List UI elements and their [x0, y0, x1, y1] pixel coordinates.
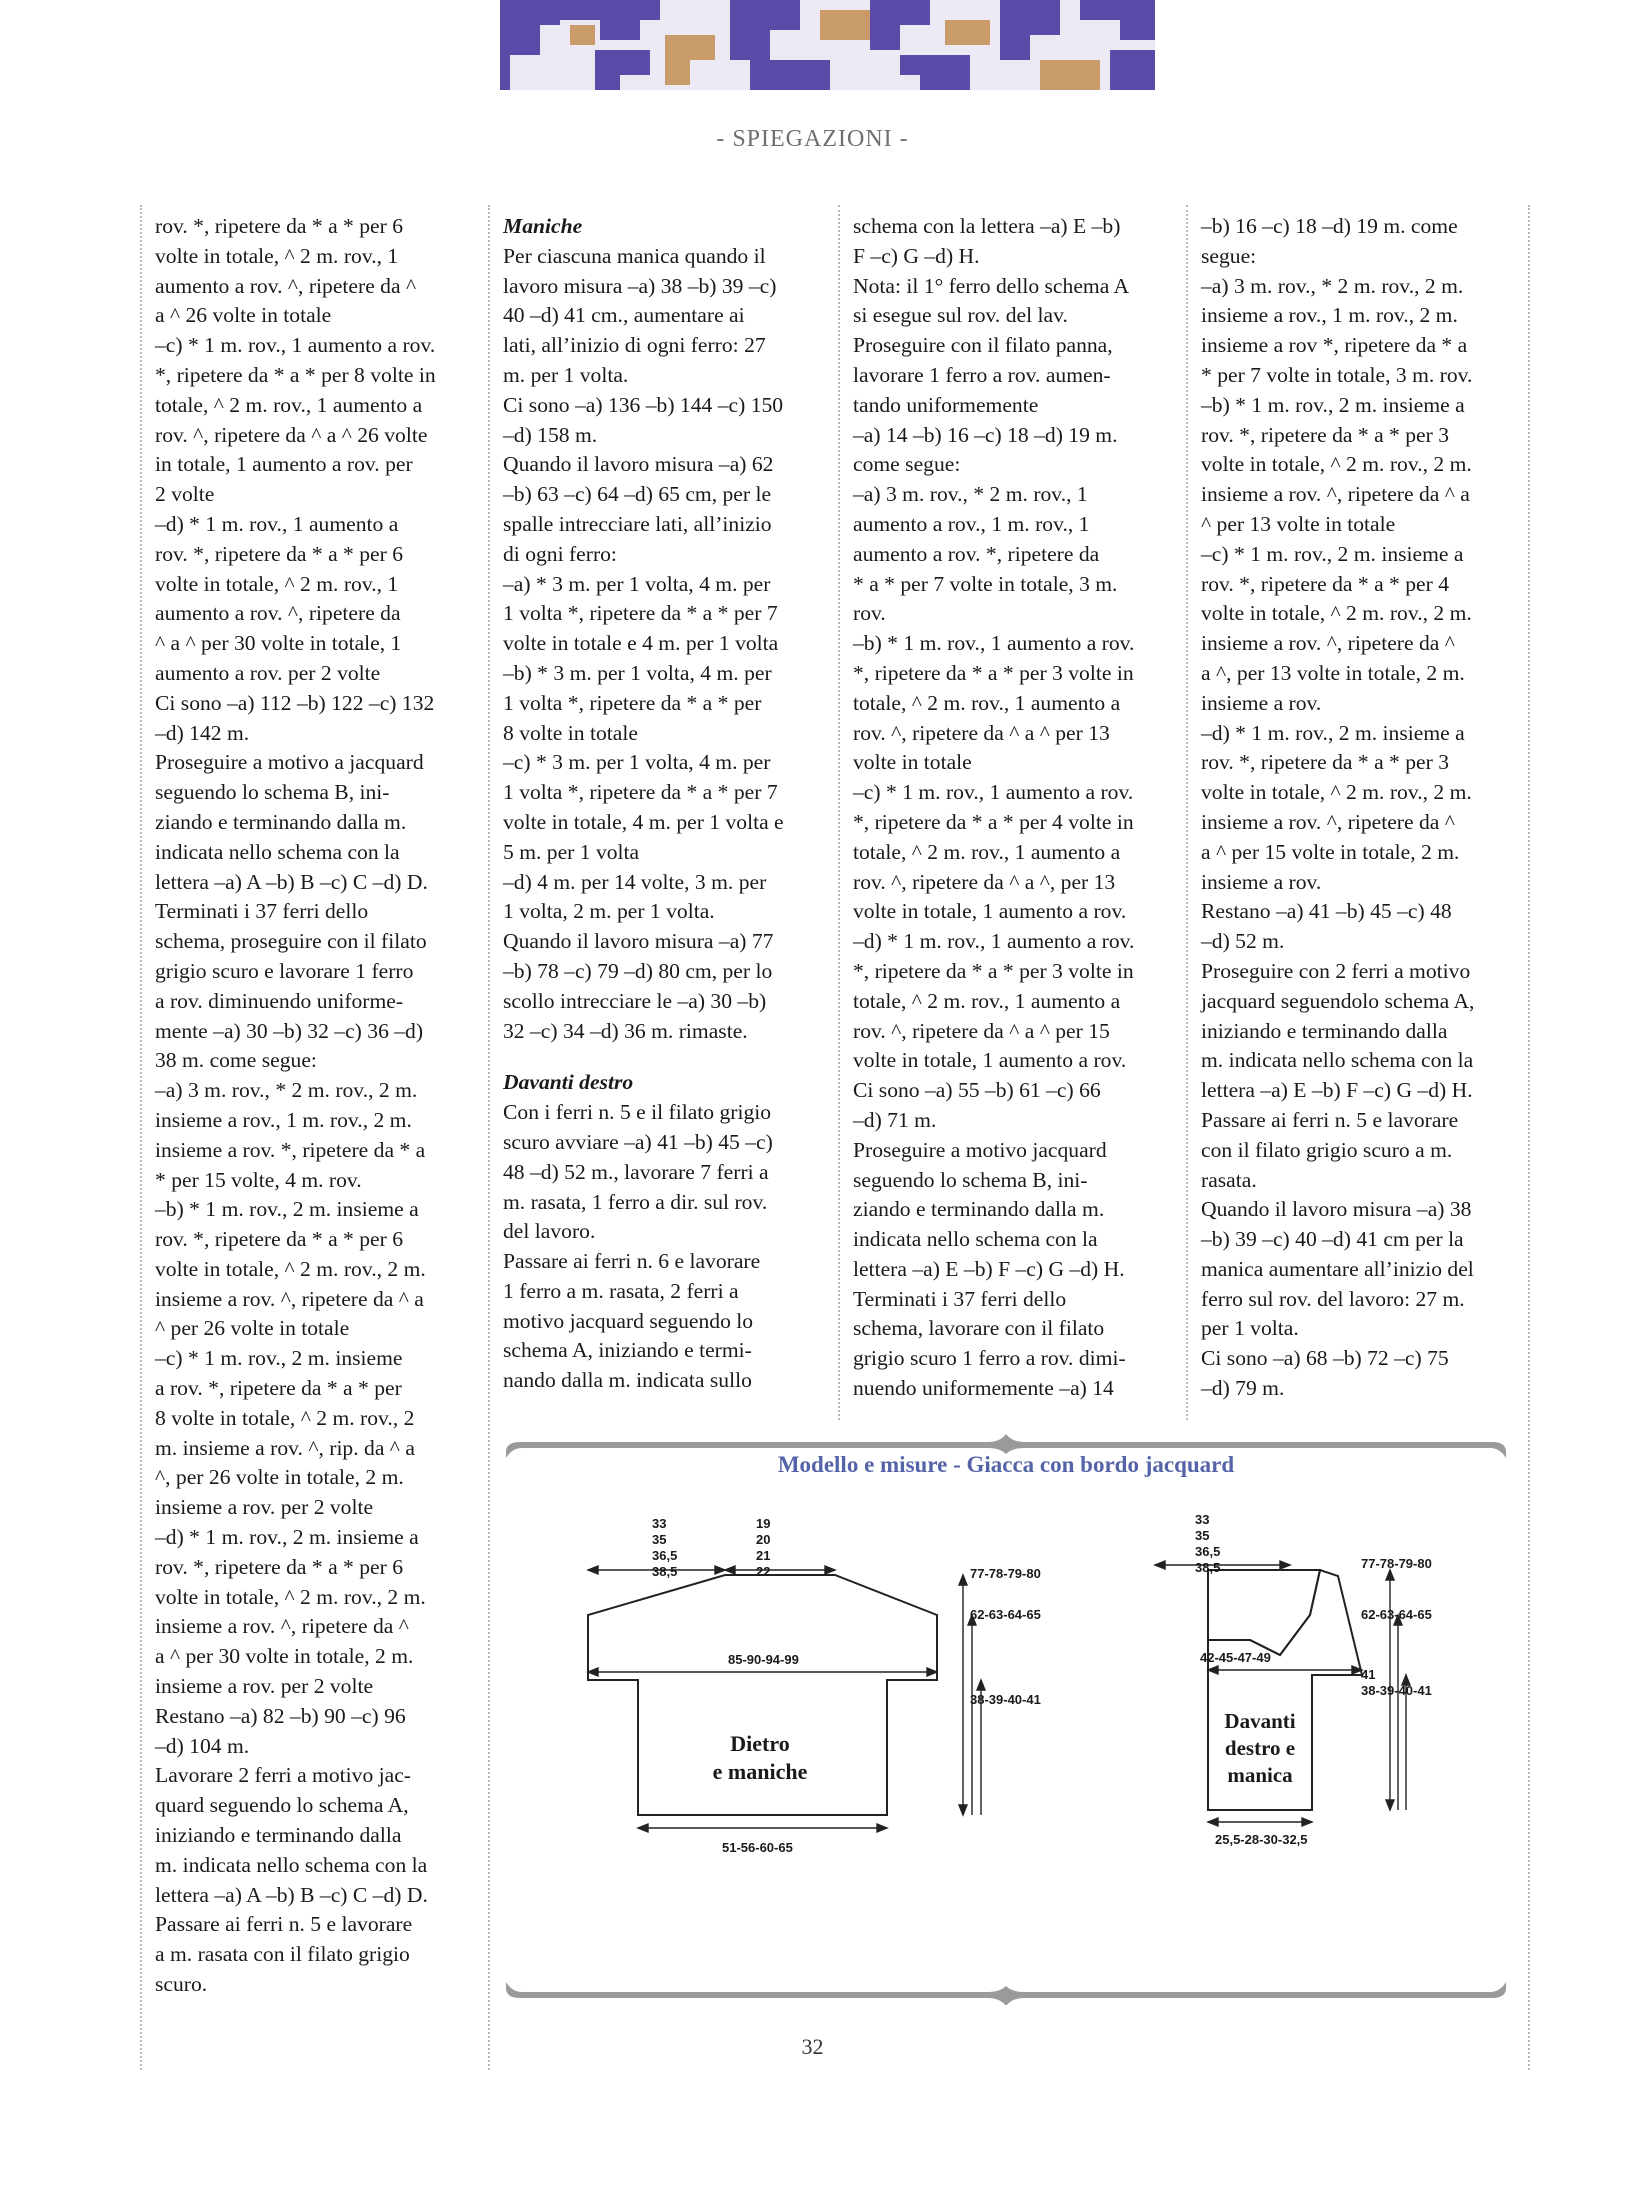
- back-neck-value: 20: [756, 1532, 771, 1547]
- text-line: motivo jacquard seguendo lo: [503, 1308, 754, 1333]
- jacquard-banner-image: [500, 0, 1155, 90]
- text-line: aumento a rov. *, ripetere da: [853, 541, 1100, 566]
- text-line: 5 m. per 1 volta: [503, 839, 640, 864]
- front-side-b-label: 38-39-40-41: [1361, 1683, 1432, 1698]
- text-line: jacquard seguendolo schema A,: [1201, 988, 1475, 1013]
- text-line: volte in totale, 1 aumento a rov.: [853, 1048, 1127, 1073]
- text-line: –a) 14 –b) 16 –c) 18 –d) 19 m.: [853, 422, 1118, 447]
- text-line: –c) * 1 m. rov., 1 aumento a rov.: [155, 333, 436, 358]
- text-line: indicata nello schema con la: [155, 839, 400, 864]
- text-line: lati, all’inizio di ogni ferro: 27: [503, 333, 766, 358]
- text-line: ziando e terminando dalla m.: [853, 1197, 1105, 1222]
- text-line: come segue:: [853, 452, 961, 477]
- text-line: grigio scuro 1 ferro a rov. dimi-: [853, 1346, 1126, 1371]
- text-line: a rov. *, ripetere da * a * per: [155, 1376, 402, 1401]
- text-line: con il filato grigio scuro a m.: [1201, 1137, 1453, 1162]
- text-line: Quando il lavoro misura –a) 62: [503, 452, 774, 477]
- column-separator: [838, 205, 840, 1420]
- text-line: di ogni ferro:: [503, 541, 617, 566]
- text-line: –a) * 3 m. per 1 volta, 4 m. per: [503, 571, 771, 596]
- text-line: Proseguire con il filato panna,: [853, 333, 1113, 358]
- text-line: –d) 52 m.: [1201, 929, 1285, 954]
- text-line: aumento a rov. ^, ripetere da: [155, 601, 401, 626]
- text-line: tando uniformemente: [853, 392, 1039, 417]
- text-line: totale, ^ 2 m. rov., 1 aumento a: [853, 988, 1121, 1013]
- text-line: Restano –a) 82 –b) 90 –c) 96: [155, 1703, 406, 1728]
- text-line: 1 volta *, ripetere da * a * per 7: [503, 601, 778, 626]
- paragraph-gap: [503, 1046, 828, 1068]
- text-line: insieme a rov. ^, ripetere da ^: [1201, 809, 1455, 834]
- text-line: volte in totale, ^ 2 m. rov., 2 m.: [1201, 780, 1472, 805]
- text-line: Ci sono –a) 68 –b) 72 –c) 75: [1201, 1346, 1449, 1371]
- text-line: lettera –a) E –b) F –c) G –d) H.: [1201, 1078, 1473, 1103]
- figure-title: Modello e misure - Giacca con bordo jacquard: [777, 1452, 1235, 1477]
- text-line: insieme a rov.: [1201, 690, 1322, 715]
- back-neck-value: 22: [756, 1564, 771, 1579]
- text-column-3: [853, 212, 1178, 1404]
- text-line: –d) * 1 m. rov., 2 m. insieme a: [155, 1525, 419, 1550]
- column-separator: [488, 205, 490, 2070]
- text-line: –b) * 3 m. per 1 volta, 4 m. per: [503, 660, 772, 685]
- text-line: volte in totale, ^ 2 m. rov., 1: [155, 243, 399, 268]
- text-line: insieme a rov. *, ripetere da * a: [155, 1137, 426, 1162]
- text-line: volte in totale, 4 m. per 1 volta e: [503, 809, 784, 834]
- text-line: insieme a rov. ^, ripetere da ^: [1201, 631, 1455, 656]
- text-line: insieme a rov., 1 m. rov., 2 m.: [1201, 303, 1458, 328]
- front-piece-name-line: destro e: [1224, 1736, 1296, 1760]
- text-line: si esegue sul rov. del lav.: [853, 303, 1068, 328]
- back-chest-width-label: 85-90-94-99: [728, 1652, 799, 1667]
- text-line: –b) 39 –c) 40 –d) 41 cm per la: [1201, 1227, 1464, 1252]
- text-line: * per 7 volte in totale, 3 m. rov.: [1201, 362, 1473, 387]
- note-line: Nota: il 1° ferro dello schema A: [853, 273, 1130, 298]
- text-line: 1 volta, 2 m. per 1 volta.: [503, 899, 715, 924]
- text-line: rov. *, ripetere da * a * per 3: [1201, 750, 1450, 775]
- back-width-top-value: 35: [652, 1532, 667, 1547]
- text-line: *, ripetere da * a * per 4 volte in: [853, 809, 1134, 834]
- front-width-top-label: [1195, 1512, 1220, 1576]
- text-line: scollo intrecciare le –a) 30 –b): [503, 988, 767, 1013]
- back-dimension-lines: [588, 1566, 985, 1832]
- text-line: rov. *, ripetere da * a * per 4: [1201, 571, 1450, 596]
- text-line: 2 volte: [155, 482, 215, 507]
- text-line: ^ per 13 volte in totale: [1201, 511, 1396, 536]
- back-shoulder-height-label: 62-63-64-65: [970, 1607, 1041, 1622]
- text-line: rov. *, ripetere da * a * per 6: [155, 541, 404, 566]
- text-line: m. indicata nello schema con la: [155, 1852, 428, 1877]
- text-line: lavorare 1 ferro a rov. aumen-: [853, 362, 1111, 387]
- back-neck-value: 21: [756, 1548, 771, 1563]
- text-line: rov. ^, ripetere da ^ a ^ per 15: [853, 1018, 1110, 1043]
- text-line: Ci sono –a) 136 –b) 144 –c) 150: [503, 392, 784, 417]
- bottom-border: [506, 1982, 1506, 2005]
- text-line: *, ripetere da * a * per 3 volte in: [853, 958, 1134, 983]
- text-line: 1 ferro a m. rasata, 2 ferri a: [503, 1278, 739, 1303]
- text-line: ^, per 26 volte in totale, 2 m.: [155, 1465, 404, 1490]
- back-piece-name-line: e maniche: [712, 1759, 808, 1784]
- text-line: scuro.: [155, 1972, 208, 1997]
- text-line: spalle intrecciare lati, all’inizio: [503, 511, 772, 536]
- back-total-height-label: 77-78-79-80: [970, 1566, 1041, 1581]
- text-line: insieme a rov. ^, ripetere da ^ a: [155, 1286, 424, 1311]
- text-line: Passare ai ferri n. 5 e lavorare: [1201, 1107, 1459, 1132]
- text-line: m. insieme a rov. ^, rip. da ^ a: [155, 1435, 415, 1460]
- text-line: aumento a rov., 1 m. rov., 1: [853, 511, 1090, 536]
- text-line: –c) * 1 m. rov., 2 m. insieme: [155, 1346, 403, 1371]
- front-piece-name-line: manica: [1227, 1763, 1293, 1787]
- text-line: –b) * 1 m. rov., 2 m. insieme a: [155, 1197, 419, 1222]
- text-line: –a) 3 m. rov., * 2 m. rov., 2 m.: [155, 1078, 418, 1103]
- text-line: volte in totale, ^ 2 m. rov., 2 m.: [155, 1584, 426, 1609]
- text-line: Per ciascuna manica quando il: [503, 243, 766, 268]
- text-line: lavoro misura –a) 38 –b) 39 –c): [503, 273, 777, 298]
- text-line: –d) * 1 m. rov., 1 aumento a rov.: [853, 929, 1135, 954]
- text-line: insieme a rov., 1 m. rov., 2 m.: [155, 1107, 412, 1132]
- front-piece-name: [1208, 1708, 1312, 1789]
- text-line: –d) 104 m.: [155, 1733, 250, 1758]
- column-separator: [1528, 205, 1530, 2070]
- text-line: 1 volta *, ripetere da * a * per: [503, 690, 762, 715]
- text-line: a ^, per 13 volte in totale, 2 m.: [1201, 660, 1465, 685]
- text-line: schema A, iniziando e termi-: [503, 1338, 752, 1363]
- text-line: nuendo uniformemente –a) 14: [853, 1376, 1114, 1401]
- text-line: insieme a rov. per 2 volte: [155, 1495, 374, 1520]
- text-line: lettera –a) E –b) F –c) G –d) H.: [853, 1256, 1125, 1281]
- text-line: Lavorare 2 ferri a motivo jac-: [155, 1763, 411, 1788]
- text-line: m. per 1 volta.: [503, 362, 629, 387]
- text-line: rov. ^, ripetere da ^ a ^ 26 volte: [155, 422, 428, 447]
- text-line: Proseguire con 2 ferri a motivo: [1201, 958, 1471, 983]
- text-line: m. indicata nello schema con la: [1201, 1048, 1474, 1073]
- text-line: lettera –a) A –b) B –c) C –d) D.: [155, 1882, 428, 1907]
- text-line: Proseguire a motivo a jacquard: [155, 750, 424, 775]
- front-width-top-value: 36,5: [1195, 1544, 1221, 1559]
- text-line: *, ripetere da * a * per 3 volte in: [853, 660, 1134, 685]
- text-line: –c) * 1 m. rov., 1 aumento a rov.: [853, 780, 1134, 805]
- section-heading-maniche: Maniche: [503, 214, 583, 238]
- text-line: in totale, 1 aumento a rov. per: [155, 452, 413, 477]
- page-number: 32: [801, 2034, 824, 2059]
- text-line: totale, ^ 2 m. rov., 1 aumento a: [155, 392, 423, 417]
- text-line: volte in totale, ^ 2 m. rov., 2 m.: [1201, 452, 1472, 477]
- column-separator: [1186, 205, 1188, 1420]
- text-line: ^ a ^ per 30 volte in totale, 1: [155, 631, 402, 656]
- text-line: a ^ 26 volte in totale: [155, 303, 332, 328]
- front-width-top-value: 33: [1195, 1512, 1210, 1527]
- text-line: per 1 volta.: [1201, 1316, 1299, 1341]
- text-line: rov. ^, ripetere da ^ a ^ per 13: [853, 720, 1110, 745]
- jacquard-pattern-graphic: [500, 0, 1155, 90]
- text-line: insieme a rov. per 2 volte: [155, 1674, 374, 1699]
- text-line: –b) 78 –c) 79 –d) 80 cm, per lo: [503, 958, 773, 983]
- text-line: 1 volta *, ripetere da * a * per 7: [503, 780, 778, 805]
- text-line: insieme a rov. ^, ripetere da ^: [155, 1614, 409, 1639]
- text-line: rov. *, ripetere da * a * per 6: [155, 214, 404, 238]
- text-line: –d) 79 m.: [1201, 1376, 1285, 1401]
- text-line: iniziando e terminando dalla: [155, 1823, 402, 1848]
- front-width-top-value: 38,5: [1195, 1560, 1221, 1575]
- text-line: –d) 71 m.: [853, 1107, 937, 1132]
- back-piece-name: [680, 1730, 840, 1786]
- text-line: iniziando e terminando dalla: [1201, 1018, 1448, 1043]
- text-line: totale, ^ 2 m. rov., 1 aumento a: [853, 690, 1121, 715]
- text-line: 38 m. come segue:: [155, 1048, 317, 1073]
- text-line: Proseguire a motivo jacquard: [853, 1137, 1107, 1162]
- text-line: volte in totale, ^ 2 m. rov., 1: [155, 571, 399, 596]
- text-line: scuro avviare –a) 41 –b) 45 –c): [503, 1129, 773, 1154]
- text-line: rov. *, ripetere da * a * per 3: [1201, 422, 1450, 447]
- text-line: lettera –a) A –b) B –c) C –d) D.: [155, 869, 428, 894]
- text-line: schema, lavorare con il filato: [853, 1316, 1105, 1341]
- front-total-height-label: 77-78-79-80: [1361, 1556, 1432, 1571]
- text-column-4: [1201, 212, 1519, 1404]
- text-line: F –c) G –d) H.: [853, 243, 980, 268]
- text-line: indicata nello schema con la: [853, 1227, 1098, 1252]
- text-line: del lavoro.: [503, 1219, 596, 1244]
- text-column-2: [503, 212, 828, 1396]
- text-line: insieme a rov.: [1201, 869, 1322, 894]
- text-line: Quando il lavoro misura –a) 77: [503, 929, 774, 954]
- text-line: rov.: [853, 601, 886, 626]
- text-line: manica aumentare all’inizio del: [1201, 1256, 1474, 1281]
- garment-schematic-figure: [500, 1430, 1512, 2005]
- text-line: 8 volte in totale, ^ 2 m. rov., 2: [155, 1405, 415, 1430]
- front-bottom-width-label: 25,5-28-30-32,5: [1215, 1832, 1308, 1847]
- text-line: –b) * 1 m. rov., 1 aumento a rov.: [853, 631, 1135, 656]
- text-line: totale, ^ 2 m. rov., 1 aumento a: [853, 839, 1121, 864]
- section-heading-davanti-destro: Davanti destro: [503, 1070, 634, 1095]
- text-line: volte in totale, ^ 2 m. rov., 2 m.: [1201, 601, 1472, 626]
- text-line: ferro sul rov. del lavoro: 27 m.: [1201, 1286, 1465, 1311]
- text-line: seguendo lo schema B, ini-: [853, 1167, 1088, 1192]
- text-line: Ci sono –a) 112 –b) 122 –c) 132: [155, 690, 435, 715]
- back-sleeve-height-label: 38-39-40-41: [970, 1692, 1041, 1707]
- text-line: rov. *, ripetere da * a * per 6: [155, 1227, 404, 1252]
- text-line: –d) 4 m. per 14 volte, 3 m. per: [503, 869, 767, 894]
- text-line: m. rasata, 1 ferro a dir. sul rov.: [503, 1189, 768, 1214]
- text-line: –d) 142 m.: [155, 720, 250, 745]
- text-line: 40 –d) 41 cm., aumentare ai: [503, 303, 745, 328]
- text-line: Passare ai ferri n. 5 e lavorare: [155, 1912, 413, 1937]
- text-line: * a * per 7 volte in totale, 3 m.: [853, 571, 1118, 596]
- text-line: volte in totale e 4 m. per 1 volta: [503, 631, 779, 656]
- back-width-top-value: 38,5: [652, 1564, 678, 1579]
- text-line: –d) * 1 m. rov., 2 m. insieme a: [1201, 720, 1465, 745]
- text-column-1: [155, 212, 480, 2000]
- text-line: –d) * 1 m. rov., 1 aumento a: [155, 511, 399, 536]
- text-line: ^ per 26 volte in totale: [155, 1316, 350, 1341]
- text-line: *, ripetere da * a * per 8 volte in: [155, 362, 436, 387]
- column-separator: [140, 205, 142, 2070]
- text-line: Con i ferri n. 5 e il filato grigio: [503, 1100, 772, 1125]
- text-line: schema con la lettera –a) E –b): [853, 214, 1121, 238]
- text-line: rasata.: [1201, 1167, 1257, 1192]
- text-line: 32 –c) 34 –d) 36 m. rimaste.: [503, 1018, 748, 1043]
- section-header: - SPIEGAZIONI -: [716, 126, 909, 152]
- text-line: aumento a rov. per 2 volte: [155, 660, 381, 685]
- text-line: –d) 158 m.: [503, 422, 598, 447]
- front-piece-name-line: Davanti: [1224, 1709, 1296, 1733]
- text-line: Passare ai ferri n. 6 e lavorare: [503, 1249, 761, 1274]
- text-line: seguendo lo schema B, ini-: [155, 780, 390, 805]
- text-line: –b) 63 –c) 64 –d) 65 cm, per le: [503, 482, 772, 507]
- text-line: 48 –d) 52 m., lavorare 7 ferri a: [503, 1159, 769, 1184]
- text-line: a m. rasata con il filato grigio: [155, 1942, 410, 1967]
- front-sleeve-width-label: 42-45-47-49: [1200, 1650, 1271, 1665]
- text-line: a ^ per 15 volte in totale, 2 m.: [1201, 839, 1460, 864]
- back-bottom-width-label: 51-56-60-65: [722, 1840, 793, 1855]
- text-line: rov. *, ripetere da * a * per 6: [155, 1554, 404, 1579]
- text-line: rov. ^, ripetere da ^ a ^, per 13: [853, 869, 1116, 894]
- text-line: mente –a) 30 –b) 32 –c) 36 –d): [155, 1018, 424, 1043]
- text-line: insieme a rov *, ripetere da * a: [1201, 333, 1468, 358]
- text-line: ziando e terminando dalla m.: [155, 809, 407, 834]
- text-line: –c) * 1 m. rov., 2 m. insieme a: [1201, 541, 1464, 566]
- text-line: volte in totale, 1 aumento a rov.: [853, 899, 1127, 924]
- text-line: 8 volte in totale: [503, 720, 638, 745]
- text-line: Quando il lavoro misura –a) 38: [1201, 1197, 1472, 1222]
- back-width-top-label: [652, 1516, 677, 1580]
- text-line: Terminati i 37 ferri dello: [853, 1286, 1067, 1311]
- front-width-top-value: 35: [1195, 1528, 1210, 1543]
- text-line: Terminati i 37 ferri dello: [155, 899, 369, 924]
- back-piece-name-line: Dietro: [730, 1731, 790, 1756]
- text-line: schema, proseguire con il filato: [155, 929, 427, 954]
- back-neck-label: [756, 1516, 770, 1580]
- text-line: –a) 3 m. rov., * 2 m. rov., 2 m.: [1201, 273, 1464, 298]
- text-line: volte in totale, ^ 2 m. rov., 2 m.: [155, 1256, 426, 1281]
- text-line: –b) 16 –c) 18 –d) 19 m. come: [1201, 214, 1458, 238]
- text-line: grigio scuro e lavorare 1 ferro: [155, 958, 414, 983]
- back-width-top-value: 36,5: [652, 1548, 678, 1563]
- text-line: segue:: [1201, 243, 1257, 268]
- text-line: quard seguendo lo schema A,: [155, 1793, 409, 1818]
- text-line: * per 15 volte, 4 m. rov.: [155, 1167, 362, 1192]
- text-line: Ci sono –a) 55 –b) 61 –c) 66: [853, 1078, 1101, 1103]
- text-line: volte in totale: [853, 750, 972, 775]
- text-line: –a) 3 m. rov., * 2 m. rov., 1: [853, 482, 1088, 507]
- front-shoulder-height-label: 62-63-64-65: [1361, 1607, 1432, 1622]
- back-width-top-value: 33: [652, 1516, 667, 1531]
- text-line: a ^ per 30 volte in totale, 2 m.: [155, 1644, 414, 1669]
- text-line: Restano –a) 41 –b) 45 –c) 48: [1201, 899, 1452, 924]
- text-line: –b) * 1 m. rov., 2 m. insieme a: [1201, 392, 1465, 417]
- text-line: a rov. diminuendo uniforme-: [155, 988, 404, 1013]
- text-line: insieme a rov. ^, ripetere da ^ a: [1201, 482, 1470, 507]
- text-line: nando dalla m. indicata sullo: [503, 1368, 752, 1393]
- text-line: aumento a rov. ^, ripetere da ^: [155, 273, 417, 298]
- text-line: –c) * 3 m. per 1 volta, 4 m. per: [503, 750, 771, 775]
- back-neck-value: 19: [756, 1516, 771, 1531]
- front-side-a-label: 41: [1361, 1667, 1376, 1682]
